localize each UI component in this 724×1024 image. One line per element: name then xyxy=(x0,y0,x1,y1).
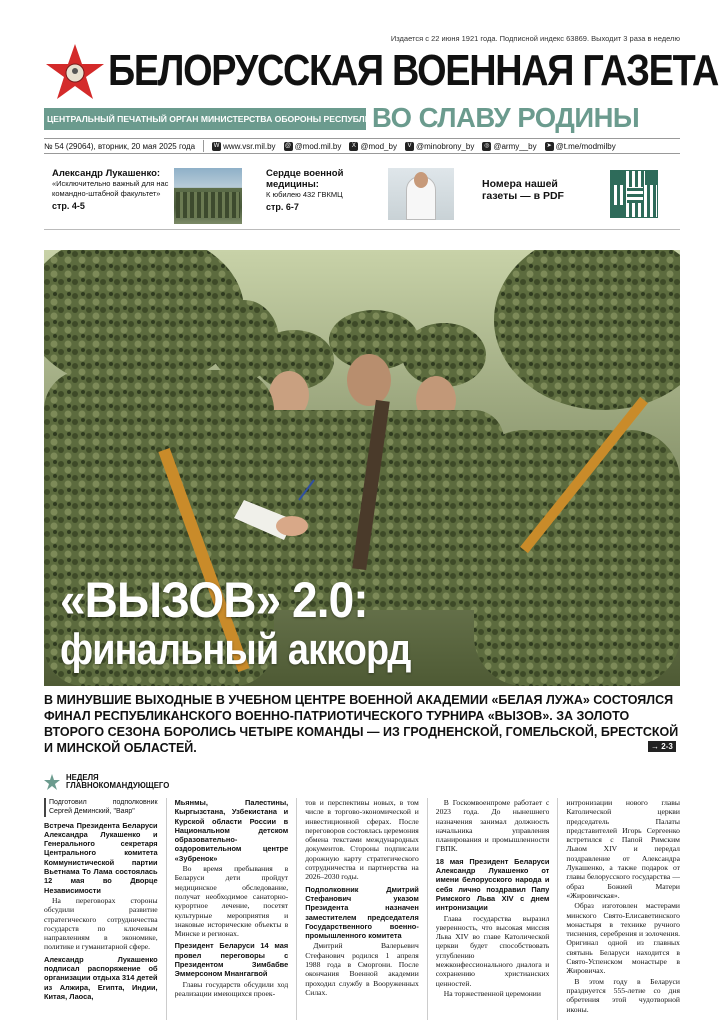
teaser-lukashenko[interactable] xyxy=(52,168,172,211)
issue-info-bar xyxy=(44,138,680,154)
link-vk[interactable]: V @minobrony_by xyxy=(405,142,474,151)
link-telegram[interactable]: ➤ @t.me/modmilby xyxy=(546,141,616,151)
lead-paragraph: В МИНУВШИЕ ВЫХОДНЫЕ В УЧЕБНОМ ЦЕНТРЕ ВОЕННОЙ АКАДЕМИИ «БЕЛАЯ ЛУЖА» СОСТОЯЛСЯ ФИНАЛ РЕСПУБЛИКАНСКОГО ВОЕННО-ПАТРИОТИЧЕСКОГО ТУРНИРА «ВЫЗОВ». ЗА ЗОЛОТО ВТОРОГО СЕЗОНА БОРОЛИСЬ ЧЕТЫРЕ КОМАНДЫ — ИЗ ГРОДНЕНСКОЙ, ГОМЕЛЬСКОЙ, БРЕСТСКОЙ И МИНСКОЙ ОБЛАСТЕЙ. xyxy=(44,693,679,755)
paragraph: Президент Беларуси 14 мая провел переговоры с Президентом Зимбабве Эммерсоном Мнангагвой xyxy=(174,941,289,979)
teaser-page: стр. 6-7 xyxy=(266,202,299,212)
issue-number-date: № 54 (29064), вторник, 20 мая 2025 года xyxy=(44,141,196,151)
headline-line-2: финальный аккорд xyxy=(60,625,411,674)
link-mod[interactable]: @ @mod.mil.by xyxy=(285,141,342,151)
instagram-icon: ◎ xyxy=(484,142,490,149)
paragraph: интронизации нового главы Католической церкви председатель Палаты представителей Игорь Сергеенко встретился с Папой Римским Львом XIV и передал поздравление от Александра Лукашенко, а также подарок от главы белорусского государства — образ Божией Матери «Жировичская». xyxy=(566,798,680,900)
main-headline[interactable] xyxy=(60,574,468,674)
column-2 xyxy=(175,798,289,1020)
teaser-photo-parade xyxy=(174,168,242,224)
divider xyxy=(296,798,297,1020)
paragraph: Образ изготовлен мастерами минского Свято-Елисаветинского монастыря в технике ручного тиснения, серебрения и золочения. Оригинал одной из главных святынь Беларуси находится в Свято-Успенском монастыре в Жировичах. xyxy=(566,901,680,976)
paragraph: 18 мая Президент Беларуси Александр Лукашенко от имени белорусского народа и себя лично поздравил Папу Римского Льва XIV с днем интронизации xyxy=(435,856,550,913)
divider xyxy=(427,798,428,1020)
teaser-subtitle: К юбилею 432 ГВКМЦ xyxy=(266,190,343,199)
link-website[interactable]: W www.vsr.mil.by xyxy=(213,141,276,151)
week-columns xyxy=(44,798,680,1020)
paragraph: В Госкомвоенпроме работает с 2023 года. До нынешнего назначения занимал должность начальника управления планирования и промышленности ГВПК. xyxy=(435,798,550,854)
page-reference[interactable]: → 2-3 xyxy=(648,741,676,752)
paragraph: Встреча Президента Беларуси Александра Лукашенко и Генерального секретаря Центрального комитета Коммунистической партии Вьетнама То Лама состоялась 12 мая во Дворце Независимости xyxy=(44,820,158,895)
teaser-medicine[interactable] xyxy=(266,168,384,212)
paragraph: Подполковник Дмитрий Стефанович указом Президента назначен заместителем председателя Государственного военно-промышленного комитета xyxy=(305,884,419,941)
paragraph: Дмитрий Валерьевич Стефанович родился 1 апреля 1988 года в Сморгони. После окончания Военной академии проходил службу в Вооруженных Силах. xyxy=(305,941,419,997)
paragraph: Мьянмы, Палестины, Кыргызстана, Узбекистана и Курской области России в Национальном детском образовательно-оздоровительном центре «Зубренок» xyxy=(174,798,289,863)
at-icon: @ xyxy=(285,142,292,149)
publication-info: Издается с 22 июня 1921 года. Подписной индекс 63869. Выходит 3 раза в неделю xyxy=(390,34,680,43)
teaser-photo-doctor xyxy=(388,168,454,220)
link-instagram[interactable]: ◎ @army__by xyxy=(484,141,537,151)
paragraph: Глава государства выразил уверенность, что высокая миссия Льва XIV во главе Католической церкви будет способствовать углублению межконфессионального диалога и сохранению христианских ценностей. xyxy=(435,913,550,988)
week-section-header xyxy=(44,772,680,792)
divider xyxy=(166,798,167,1020)
paragraph: тов и перспективы новых, в том числе в торгово-экономической и инвестиционной сферах. После переговоров состоялась церемония обмена текстами международных документов. Стороны подписали дорожную карту стратегического сотрудничества и партнерства на 2026–2030 годы. xyxy=(305,798,419,882)
newspaper-title: БЕЛОРУССКАЯ ВОЕННАЯ ГАЗЕТА xyxy=(108,46,719,95)
divider xyxy=(557,798,558,1020)
x-icon: X xyxy=(349,142,358,151)
paragraph: Главы государств обсудили ход реализации имеющихся проек- xyxy=(174,979,289,998)
column-5 xyxy=(566,798,680,1020)
slogan: ВО СЛАВУ РОДИНЫ xyxy=(372,102,640,133)
teaser-title: Сердце военной медицины: xyxy=(266,168,344,190)
paragraph: Александр Лукашенко подписал распоряжение об организации отдыха 314 детей из Алжира, Египта, Индии, Китая, Лаоса, xyxy=(44,954,158,1001)
teaser-pdf[interactable] xyxy=(482,178,582,202)
teaser-subtitle: «Исключительно важный для нас командно-штабной факультет» xyxy=(52,179,169,198)
byline: Подготовил подполковник Сергей Деминский, "Ваяр" xyxy=(44,798,158,817)
teaser-title: Номера нашей газеты — в PDF xyxy=(482,178,564,202)
qr-code-icon[interactable] xyxy=(610,170,658,218)
paragraph: Во время пребывания в Беларуси дети пройдут медицинское обследование, получат необходимое санаторно-курортное лечение, посетят культурные мероприятия и знаковые исторические объекты в Минске и регионах. xyxy=(174,864,289,939)
column-3 xyxy=(305,798,419,1020)
teaser-title: Александр Лукашенко: xyxy=(52,168,161,179)
link-x[interactable]: X @mod_by xyxy=(349,142,397,151)
week-title: НЕДЕЛЯ ГЛАВНОКОМАНДУЮЩЕГО xyxy=(66,772,170,790)
paragraph: На переговорах стороны обсудили развитие стратегического сотрудничества государств по ключевым направлениям в экономике, политике и гуманитарной сфере. xyxy=(44,895,158,952)
divider xyxy=(203,140,204,152)
headline-line-1: «ВЫЗОВ» 2.0: xyxy=(60,572,368,628)
paragraph: На торжественной церемонии xyxy=(443,988,541,998)
web-icon: W xyxy=(213,142,220,149)
column-1 xyxy=(44,798,158,1020)
teaser-row xyxy=(44,160,680,230)
paragraph: В этом году в Беларуси празднуется 555-летие со дня обретения этой чудотворной иконы. xyxy=(566,976,680,1014)
red-star-emblem-icon xyxy=(44,42,106,102)
green-star-icon xyxy=(44,774,60,790)
column-4 xyxy=(436,798,550,1020)
organ-subtitle: ЦЕНТРАЛЬНЫЙ ПЕЧАТНЫЙ ОРГАН МИНИСТЕРСТВА ОБОРОНЫ РЕСПУБЛИКИ БЕЛАРУСЬ xyxy=(44,108,366,130)
vk-icon: V xyxy=(405,142,414,151)
telegram-icon: ➤ xyxy=(546,142,552,149)
teaser-page: стр. 4-5 xyxy=(52,201,85,211)
masthead xyxy=(44,34,719,134)
